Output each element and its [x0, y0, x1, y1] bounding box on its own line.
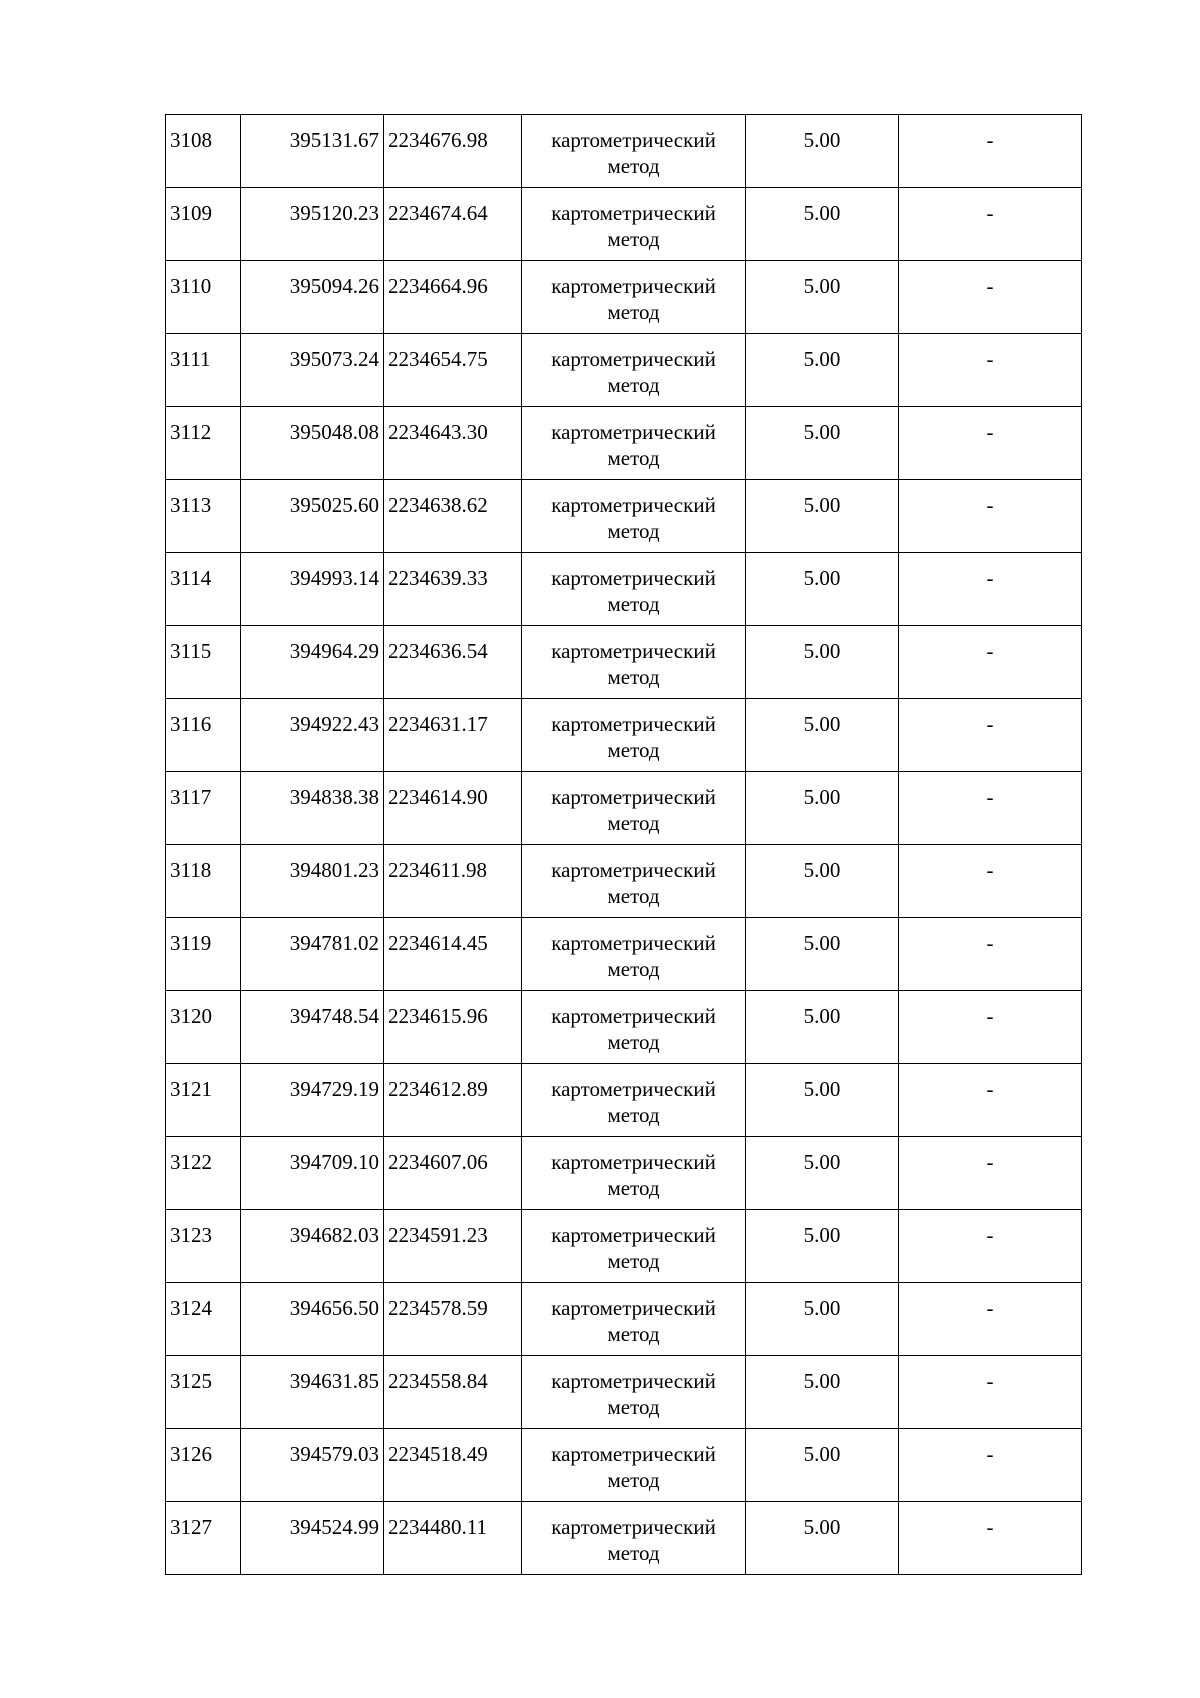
x-coordinate-cell: 394709.10 — [241, 1137, 384, 1210]
description-cell: - — [899, 480, 1082, 553]
method-line-2: метод — [607, 154, 660, 178]
method-line-1: картометрический — [551, 420, 716, 444]
point-number-cell: 3114 — [166, 553, 241, 626]
description-cell: - — [899, 1356, 1082, 1429]
y-coordinate-cell: 2234615.96 — [384, 991, 522, 1064]
table-row — [166, 1283, 1082, 1356]
accuracy-cell: 5.00 — [746, 1137, 899, 1210]
accuracy-cell: 5.00 — [746, 1356, 899, 1429]
table-row — [166, 115, 1082, 188]
method-cell — [522, 699, 746, 772]
method-line-2: метод — [607, 1395, 660, 1419]
method-cell — [522, 553, 746, 626]
point-number-cell: 3117 — [166, 772, 241, 845]
y-coordinate-cell: 2234607.06 — [384, 1137, 522, 1210]
y-coordinate-cell: 2234636.54 — [384, 626, 522, 699]
method-line-1: картометрический — [551, 1223, 716, 1247]
description-cell: - — [899, 115, 1082, 188]
method-line-2: метод — [607, 592, 660, 616]
table-row — [166, 1356, 1082, 1429]
point-number-cell: 3126 — [166, 1429, 241, 1502]
table-row — [166, 261, 1082, 334]
method-line-2: метод — [607, 957, 660, 981]
method-line-1: картометрический — [551, 566, 716, 590]
point-number-cell: 3113 — [166, 480, 241, 553]
description-cell: - — [899, 1210, 1082, 1283]
description-cell: - — [899, 553, 1082, 626]
table-row — [166, 553, 1082, 626]
x-coordinate-cell: 394964.29 — [241, 626, 384, 699]
method-cell — [522, 772, 746, 845]
point-number-cell: 3125 — [166, 1356, 241, 1429]
method-line-1: картометрический — [551, 201, 716, 225]
table-row — [166, 188, 1082, 261]
y-coordinate-cell: 2234611.98 — [384, 845, 522, 918]
table-row — [166, 1210, 1082, 1283]
accuracy-cell: 5.00 — [746, 772, 899, 845]
point-number-cell: 3123 — [166, 1210, 241, 1283]
accuracy-cell: 5.00 — [746, 1210, 899, 1283]
point-number-cell: 3119 — [166, 918, 241, 991]
method-line-2: метод — [607, 1176, 660, 1200]
table-row — [166, 334, 1082, 407]
description-cell: - — [899, 845, 1082, 918]
point-number-cell: 3121 — [166, 1064, 241, 1137]
method-line-2: метод — [607, 1541, 660, 1565]
y-coordinate-cell: 2234639.33 — [384, 553, 522, 626]
x-coordinate-cell: 394579.03 — [241, 1429, 384, 1502]
table-row — [166, 845, 1082, 918]
method-line-1: картометрический — [551, 785, 716, 809]
point-number-cell: 3108 — [166, 115, 241, 188]
description-cell: - — [899, 1137, 1082, 1210]
x-coordinate-cell: 394682.03 — [241, 1210, 384, 1283]
accuracy-cell: 5.00 — [746, 407, 899, 480]
method-line-2: метод — [607, 446, 660, 470]
x-coordinate-cell: 394748.54 — [241, 991, 384, 1064]
point-number-cell: 3112 — [166, 407, 241, 480]
x-coordinate-cell: 395120.23 — [241, 188, 384, 261]
method-cell — [522, 1064, 746, 1137]
table-row — [166, 699, 1082, 772]
method-line-1: картометрический — [551, 493, 716, 517]
method-line-1: картометрический — [551, 1296, 716, 1320]
method-cell — [522, 1502, 746, 1575]
accuracy-cell: 5.00 — [746, 334, 899, 407]
table-row — [166, 772, 1082, 845]
method-line-2: метод — [607, 738, 660, 762]
method-line-1: картометрический — [551, 347, 716, 371]
x-coordinate-cell: 395131.67 — [241, 115, 384, 188]
y-coordinate-cell: 2234674.64 — [384, 188, 522, 261]
accuracy-cell: 5.00 — [746, 188, 899, 261]
method-line-1: картометрический — [551, 1077, 716, 1101]
description-cell: - — [899, 334, 1082, 407]
y-coordinate-cell: 2234654.75 — [384, 334, 522, 407]
accuracy-cell: 5.00 — [746, 1283, 899, 1356]
y-coordinate-cell: 2234643.30 — [384, 407, 522, 480]
x-coordinate-cell: 394631.85 — [241, 1356, 384, 1429]
method-line-1: картометрический — [551, 858, 716, 882]
table-row — [166, 918, 1082, 991]
description-cell: - — [899, 918, 1082, 991]
x-coordinate-cell: 395073.24 — [241, 334, 384, 407]
accuracy-cell: 5.00 — [746, 699, 899, 772]
description-cell: - — [899, 1502, 1082, 1575]
y-coordinate-cell: 2234518.49 — [384, 1429, 522, 1502]
accuracy-cell: 5.00 — [746, 115, 899, 188]
method-line-1: картометрический — [551, 1004, 716, 1028]
table-row — [166, 407, 1082, 480]
x-coordinate-cell: 394838.38 — [241, 772, 384, 845]
accuracy-cell: 5.00 — [746, 1502, 899, 1575]
description-cell: - — [899, 991, 1082, 1064]
x-coordinate-cell: 394922.43 — [241, 699, 384, 772]
y-coordinate-cell: 2234614.90 — [384, 772, 522, 845]
point-number-cell: 3120 — [166, 991, 241, 1064]
method-line-1: картометрический — [551, 712, 716, 736]
method-line-1: картометрический — [551, 128, 716, 152]
point-number-cell: 3111 — [166, 334, 241, 407]
method-cell — [522, 991, 746, 1064]
method-cell — [522, 480, 746, 553]
accuracy-cell: 5.00 — [746, 261, 899, 334]
coordinates-table — [165, 114, 1082, 1575]
method-line-2: метод — [607, 1322, 660, 1346]
method-line-2: метод — [607, 519, 660, 543]
y-coordinate-cell: 2234676.98 — [384, 115, 522, 188]
method-line-2: метод — [607, 227, 660, 251]
description-cell: - — [899, 699, 1082, 772]
method-cell — [522, 845, 746, 918]
description-cell: - — [899, 1429, 1082, 1502]
point-number-cell: 3116 — [166, 699, 241, 772]
method-line-2: метод — [607, 665, 660, 689]
x-coordinate-cell: 395094.26 — [241, 261, 384, 334]
accuracy-cell: 5.00 — [746, 918, 899, 991]
accuracy-cell: 5.00 — [746, 1064, 899, 1137]
table-row — [166, 991, 1082, 1064]
description-cell: - — [899, 1064, 1082, 1137]
description-cell: - — [899, 1283, 1082, 1356]
method-cell — [522, 261, 746, 334]
method-cell — [522, 626, 746, 699]
point-number-cell: 3127 — [166, 1502, 241, 1575]
method-cell — [522, 918, 746, 991]
y-coordinate-cell: 2234578.59 — [384, 1283, 522, 1356]
description-cell: - — [899, 188, 1082, 261]
point-number-cell: 3118 — [166, 845, 241, 918]
method-line-2: метод — [607, 1249, 660, 1273]
y-coordinate-cell: 2234664.96 — [384, 261, 522, 334]
method-line-2: метод — [607, 811, 660, 835]
x-coordinate-cell: 395025.60 — [241, 480, 384, 553]
point-number-cell: 3122 — [166, 1137, 241, 1210]
method-line-1: картометрический — [551, 639, 716, 663]
method-line-2: метод — [607, 300, 660, 324]
x-coordinate-cell: 394781.02 — [241, 918, 384, 991]
method-cell — [522, 115, 746, 188]
method-line-1: картометрический — [551, 1442, 716, 1466]
method-line-1: картометрический — [551, 931, 716, 955]
point-number-cell: 3124 — [166, 1283, 241, 1356]
method-line-2: метод — [607, 1468, 660, 1492]
table-row — [166, 1429, 1082, 1502]
method-cell — [522, 1356, 746, 1429]
description-cell: - — [899, 407, 1082, 480]
method-line-1: картометрический — [551, 274, 716, 298]
method-cell — [522, 334, 746, 407]
x-coordinate-cell: 395048.08 — [241, 407, 384, 480]
table-row — [166, 1137, 1082, 1210]
y-coordinate-cell: 2234614.45 — [384, 918, 522, 991]
method-line-1: картометрический — [551, 1515, 716, 1539]
method-cell — [522, 1283, 746, 1356]
y-coordinate-cell: 2234631.17 — [384, 699, 522, 772]
method-line-1: картометрический — [551, 1369, 716, 1393]
accuracy-cell: 5.00 — [746, 991, 899, 1064]
accuracy-cell: 5.00 — [746, 553, 899, 626]
method-line-2: метод — [607, 1103, 660, 1127]
y-coordinate-cell: 2234591.23 — [384, 1210, 522, 1283]
method-line-2: метод — [607, 1030, 660, 1054]
x-coordinate-cell: 394656.50 — [241, 1283, 384, 1356]
y-coordinate-cell: 2234612.89 — [384, 1064, 522, 1137]
x-coordinate-cell: 394524.99 — [241, 1502, 384, 1575]
y-coordinate-cell: 2234638.62 — [384, 480, 522, 553]
description-cell: - — [899, 772, 1082, 845]
table-row — [166, 1064, 1082, 1137]
method-cell — [522, 1429, 746, 1502]
description-cell: - — [899, 626, 1082, 699]
method-line-2: метод — [607, 884, 660, 908]
accuracy-cell: 5.00 — [746, 1429, 899, 1502]
y-coordinate-cell: 2234480.11 — [384, 1502, 522, 1575]
accuracy-cell: 5.00 — [746, 480, 899, 553]
table-row — [166, 1502, 1082, 1575]
accuracy-cell: 5.00 — [746, 845, 899, 918]
method-line-1: картометрический — [551, 1150, 716, 1174]
method-line-2: метод — [607, 373, 660, 397]
method-cell — [522, 1210, 746, 1283]
x-coordinate-cell: 394801.23 — [241, 845, 384, 918]
point-number-cell: 3110 — [166, 261, 241, 334]
point-number-cell: 3115 — [166, 626, 241, 699]
y-coordinate-cell: 2234558.84 — [384, 1356, 522, 1429]
method-cell — [522, 407, 746, 480]
method-cell — [522, 1137, 746, 1210]
method-cell — [522, 188, 746, 261]
x-coordinate-cell: 394993.14 — [241, 553, 384, 626]
description-cell: - — [899, 261, 1082, 334]
accuracy-cell: 5.00 — [746, 626, 899, 699]
x-coordinate-cell: 394729.19 — [241, 1064, 384, 1137]
point-number-cell: 3109 — [166, 188, 241, 261]
table-row — [166, 480, 1082, 553]
table-row — [166, 626, 1082, 699]
coordinates-table-body — [166, 115, 1082, 1575]
